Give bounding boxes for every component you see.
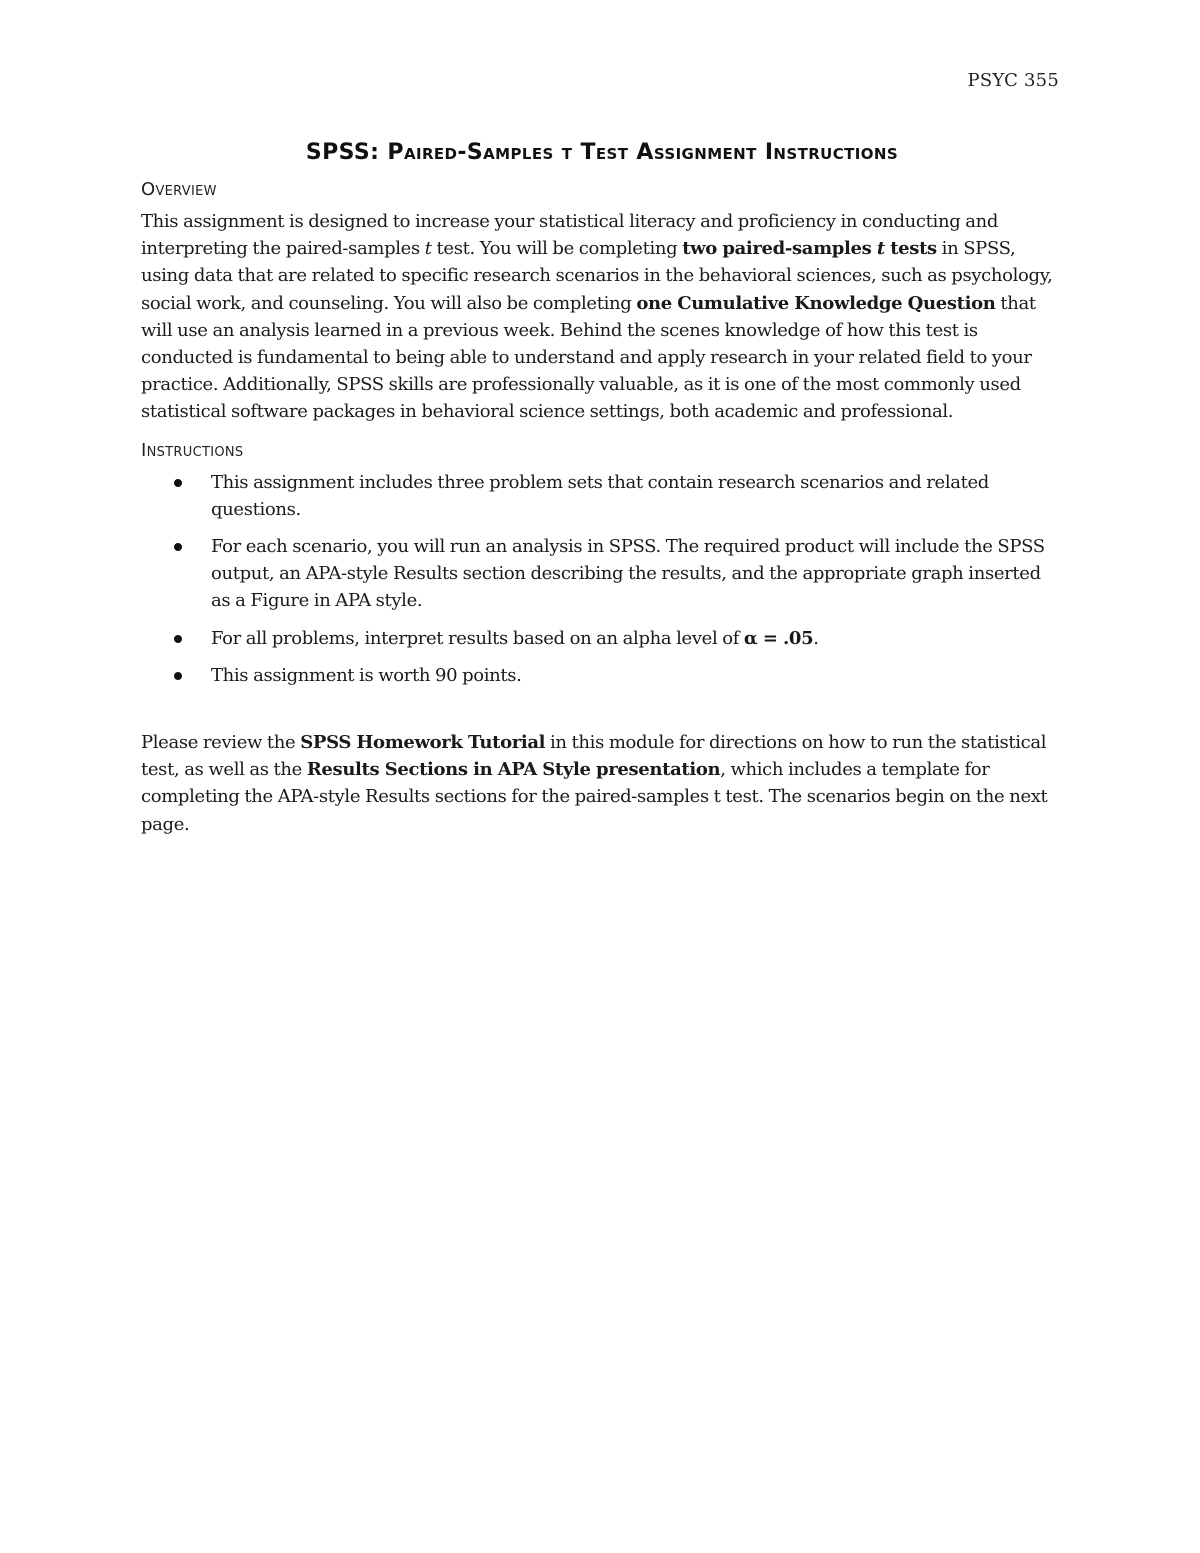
closing-paragraph (141, 729, 1063, 838)
alpha-value: α = .05 (743, 627, 814, 649)
instructions-heading: Instructions (141, 439, 244, 461)
bold-run (682, 238, 937, 259)
text-run: , which includes a template for completing the APA-style Results sections for the paired-samples t test. The scenarios begin on the next page. (141, 759, 1048, 835)
list-item-text: This assignment includes three problem sets that contain research scenarios and related questions. (211, 471, 989, 520)
text-run: tests (884, 238, 937, 260)
list-item-text: For each scenario, you will run an analysis in SPSS. The required product will include the SPSS output, an APA-style Results section describing the results, and the appropriate graph inserted as a Figure in APA style. (211, 536, 1045, 612)
bold-run: Results Sections in APA Style presentation (306, 759, 721, 781)
bullet-icon (174, 672, 182, 680)
text-run: that will use an analysis learned in a previous week. Behind the scenes knowledge of how this test is conducted is fundamental to being able to understand and apply research in your related field to your practice. Additionally, SPSS skills are professionally valuable, as it is one of the most commonly used statistical software packages in behavioral science settings, both academic and professional. (141, 292, 1036, 423)
list-item-text: . (813, 627, 819, 649)
spacer (141, 699, 1063, 729)
course-code: PSYC 355 (967, 70, 1059, 91)
document-title: SPSS: Paired-Samples t Test Assignment Instructions (305, 140, 899, 165)
italic-t: t (424, 238, 432, 260)
text-run: two paired-samples (682, 238, 877, 260)
bold-run: one Cumulative Knowledge Question (636, 292, 996, 314)
text-run: test. You will be completing (431, 238, 683, 260)
italic-t: t (876, 238, 885, 260)
text-run: in SPSS, using data that are related to specific research scenarios in the behavioral sciences, such as psychology, social work, and counseling. You will also be completing (141, 238, 1053, 314)
list-item (141, 469, 1063, 523)
text-run: Please review the (141, 732, 301, 754)
list-item-text: For all problems, interpret results based on an alpha level of (211, 627, 744, 649)
document-body (141, 140, 1063, 846)
bullet-icon (174, 479, 182, 487)
instructions-list (141, 469, 1063, 689)
list-item (141, 662, 1063, 689)
list-item-text: This assignment is worth 90 points. (211, 664, 522, 686)
list-item (141, 625, 1063, 652)
bullet-icon (174, 635, 182, 643)
bullet-icon (174, 543, 182, 551)
list-item (141, 533, 1063, 615)
bold-run: SPSS Homework Tutorial (300, 732, 546, 754)
overview-heading: Overview (141, 179, 217, 200)
text-run: This assignment is designed to increase your statistical literacy and proficiency in conducting and interpreting the paired-samples (141, 211, 999, 260)
overview-paragraph (141, 208, 1063, 426)
text-run: in this module for directions on how to run the statistical test, as well as the (141, 732, 1047, 781)
